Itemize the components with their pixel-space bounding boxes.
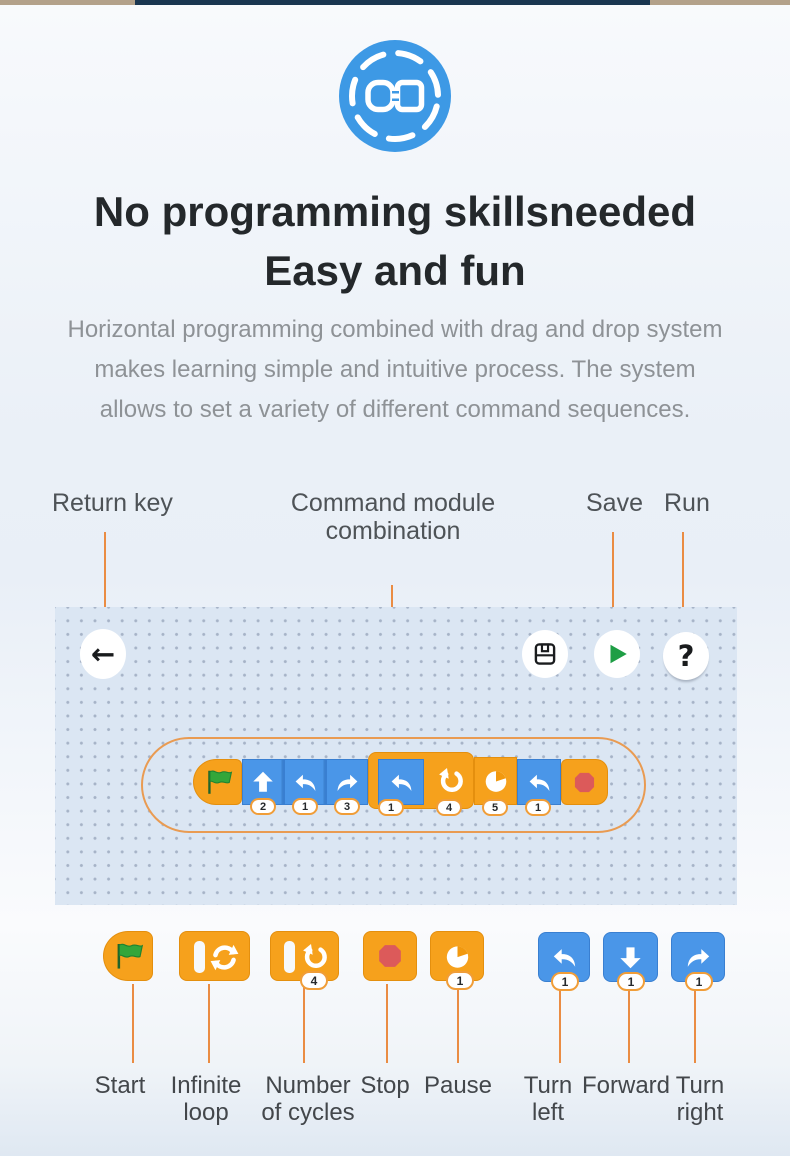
turn-left-arrow-icon (551, 945, 578, 970)
palette-label-pause (420, 1072, 496, 1099)
back-arrow-icon: ← (90, 636, 116, 671)
leader-line-start (132, 984, 134, 1063)
palette-badge-turn-right: 1 (685, 972, 713, 991)
stop-octagon-icon (573, 771, 596, 794)
save-button[interactable] (522, 630, 568, 678)
palette-badge-turn-left: 1 (551, 972, 579, 991)
label-line: Pause (423, 1072, 493, 1099)
repeat-ccw-arrow-icon (438, 768, 465, 795)
leader-line-stop (386, 984, 388, 1063)
page-title (0, 182, 790, 300)
leader-line-pause (457, 984, 459, 1063)
description-line: makes learning simple and intuitive process. The system (94, 356, 696, 383)
description-line: Horizontal programming combined with drag and drop system (67, 316, 723, 343)
up-arrow-icon (250, 769, 276, 795)
annotation-command-line2: combination (325, 517, 461, 545)
annotation-command-module (287, 489, 499, 545)
turn-left-arrow-icon (527, 771, 552, 794)
help-button[interactable] (663, 632, 709, 680)
palette-block-infinite-loop[interactable] (179, 931, 250, 981)
infinite-loop-icon (210, 943, 239, 972)
program-badge: 1 (525, 799, 551, 816)
top-edge-strip (0, 0, 790, 5)
program-badge: 1 (378, 799, 404, 816)
play-icon (604, 641, 630, 667)
palette-label-forward (582, 1072, 670, 1099)
label-line: Infinite (170, 1072, 242, 1099)
green-flag-icon (112, 940, 144, 972)
palette-label-start (85, 1072, 155, 1099)
label-line: Number (265, 1072, 351, 1099)
program-badge: 5 (482, 799, 508, 816)
label-line: Forward (582, 1072, 671, 1099)
turn-right-arrow-icon (335, 771, 360, 794)
label-line: of cycles (261, 1099, 355, 1126)
page-title-line1: No programming skillsneeded (93, 188, 697, 235)
question-mark-icon: ? (677, 638, 695, 673)
program-badge: 2 (250, 798, 276, 815)
leader-line-number-of-cycles (303, 984, 305, 1063)
palette-badge-forward: 1 (617, 972, 645, 991)
logo-icon (337, 38, 453, 154)
label-line: Turn (675, 1072, 725, 1099)
label-line: Start (94, 1072, 146, 1099)
turn-left-arrow-icon (293, 771, 318, 794)
program-badge: 1 (292, 798, 318, 815)
timer-icon (444, 943, 471, 970)
stop-octagon-icon (377, 943, 403, 969)
run-button[interactable] (594, 630, 640, 678)
program-block-stop[interactable] (561, 759, 608, 805)
label-line: right (676, 1099, 724, 1126)
page-title-line2: Easy and fun (264, 247, 526, 294)
label-line: Stop (360, 1072, 410, 1099)
block-slot (284, 941, 295, 973)
leader-line-turn-right (694, 984, 696, 1063)
annotation-return-key: Return key (52, 489, 173, 517)
palette-label-stop (352, 1072, 418, 1099)
leader-line-forward (628, 984, 630, 1063)
page-description (0, 310, 790, 430)
turn-right-arrow-icon (685, 945, 712, 970)
palette-label-turn-left (515, 1072, 581, 1126)
turn-left-arrow-icon (389, 771, 414, 794)
label-line: Turn (523, 1072, 573, 1099)
palette-block-stop[interactable] (363, 931, 417, 981)
palette-block-start[interactable] (103, 931, 153, 981)
down-arrow-icon (617, 944, 644, 971)
repeat-ccw-arrow-icon (302, 944, 329, 971)
save-floppy-icon (532, 641, 558, 667)
palette-label-turn-right (662, 1072, 738, 1126)
green-flag-icon (203, 767, 233, 797)
program-badge: 4 (436, 799, 462, 816)
leader-line-turn-left (559, 984, 561, 1063)
program-block-pause[interactable] (474, 757, 517, 805)
leader-line-infinite-loop (208, 984, 210, 1063)
palette-label-number-of-cycles (255, 1072, 361, 1126)
annotation-run: Run (664, 489, 710, 517)
program-badge: 3 (334, 798, 360, 815)
label-line: left (531, 1099, 564, 1126)
label-line: loop (183, 1099, 229, 1126)
annotation-save: Save (586, 489, 643, 517)
description-line: allows to set a variety of different command sequences. (99, 396, 691, 423)
palette-label-infinite-loop (165, 1072, 247, 1126)
back-button[interactable] (80, 629, 126, 679)
timer-icon (483, 768, 509, 794)
palette-badge-cycles: 4 (300, 971, 328, 990)
palette-badge-pause: 1 (446, 971, 474, 990)
block-slot (194, 941, 205, 973)
annotation-command-line1: Command module (290, 489, 496, 517)
program-block-start[interactable] (193, 759, 242, 805)
brand-blocks-logo (337, 38, 453, 154)
